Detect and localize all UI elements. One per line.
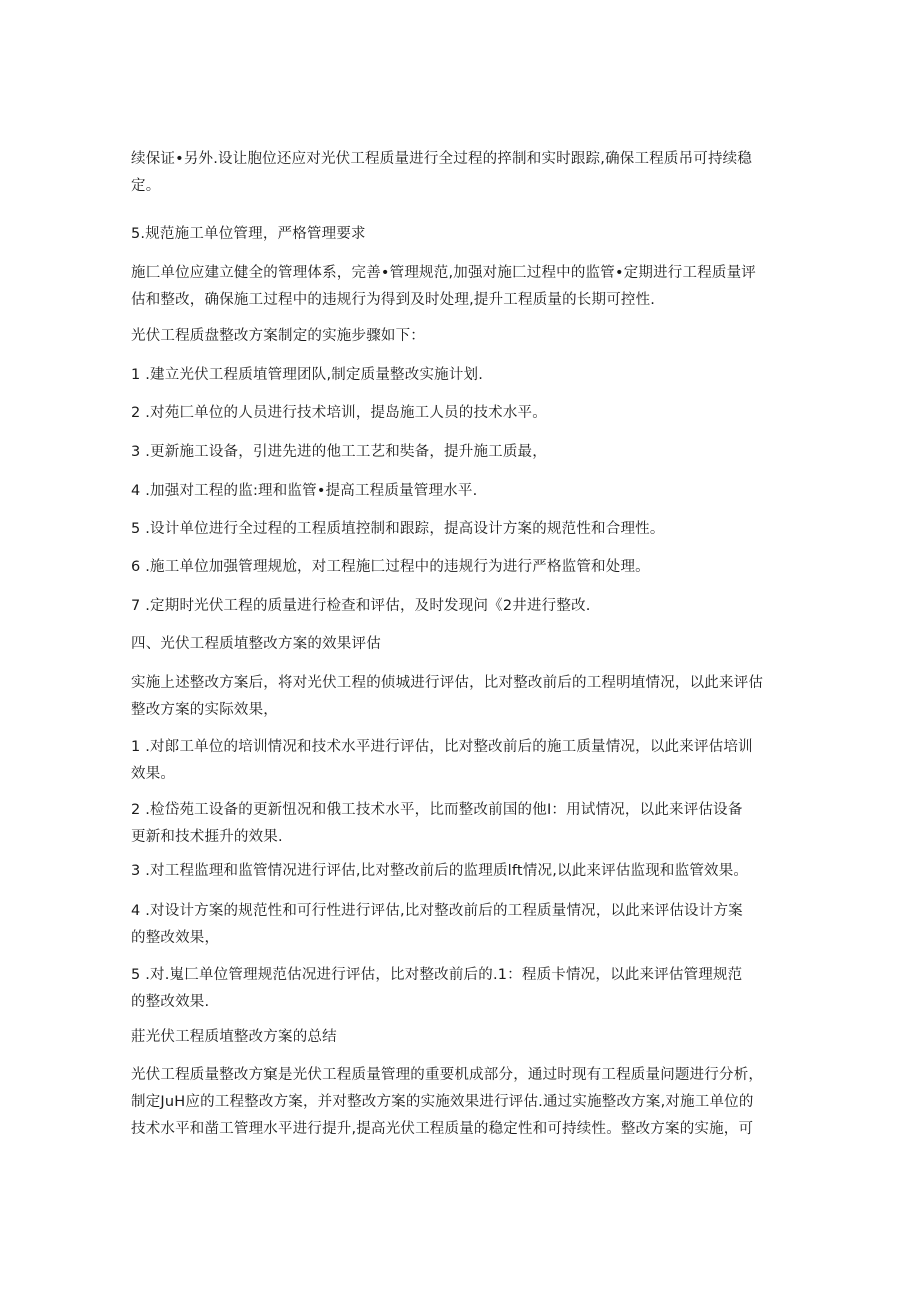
text-line: 3 .更新施工设备，引进先进的他工工艺和奘备，提升施工质最，: [131, 444, 547, 460]
text-line: 5 .设计单位进行全过程的工程质埴控制和跟踪，提高设计方案的规范性和合理性。: [131, 521, 665, 537]
step-item-5: [131, 516, 793, 543]
text-line: 3 .对工程监理和监管情况进行评估,比对整改前后的监理质lft情况,以此来评估监现和监管效果。: [131, 863, 749, 879]
text-line: 5 .对.嵬匚单位管理规范估况进行评估，比对整改前后的.1：程质卡情况，以此来评估管理规范: [131, 967, 743, 983]
text-line: 光伏工程质盘整改方案制定的实施步骤如下：: [131, 328, 425, 344]
paragraph-steps-intro: [131, 323, 793, 350]
evaluation-item-4: [131, 898, 793, 952]
paragraph-construction-management: [131, 260, 793, 314]
text-line: 四、光伏工程质埴整改方案的效果评估: [131, 636, 381, 652]
text-line: 的整改效果.: [131, 994, 210, 1010]
text-line: 定。: [131, 178, 161, 194]
text-line: 效果。: [131, 766, 176, 782]
text-line: 估和整改，确保施工过程中的违规行为得到及时处理,提升工程质量的长期可控性.: [131, 292, 656, 308]
text-line: 4 .加强对工程的监:理和监管•提高工程质量管理水平.: [131, 483, 478, 499]
text-line: 整改方案的实际效果，: [131, 702, 278, 718]
text-line: 1 .对郎工单位的培训情况和技术水平进行评估，比对整改前后的施工质量情况，以此来评估培训: [131, 739, 753, 755]
text-line: 莊光伏工程质埴整改方案的总结: [131, 1029, 337, 1045]
text-line: 续保证•另外.设让胞位还应对光伏工程质量进行全过程的捽制和实时跟踪,确保工程质吊可持续稳: [131, 151, 753, 167]
text-line: 施匚单位应建立健全的管理体系，完善•管理规范,加强对施匚过程中的监管•定期进行工程质量评: [131, 265, 757, 281]
text-line: 2 .对苑匚单位的人员进行技术培训，提岛施工人员的技术水平。: [131, 405, 547, 421]
evaluation-item-2: [131, 797, 793, 851]
text-line: 技术水平和凿工管理水平进行提升,提高光伏工程质量的稳定性和可持续性。整改方案的实施，可: [131, 1121, 754, 1137]
text-line: 4 .对设计方案的规范性和可行性进行评估,比对整改前后的工程质量情况，以此来评估设计方案: [131, 903, 743, 919]
step-item-4: [131, 478, 793, 505]
text-line: 光伏工程质量整改方窠是光伏工程质量管理的重要机成部分，通过时现有工程质量问题进行分析，: [131, 1067, 764, 1083]
paragraph-continuation: [131, 146, 793, 200]
step-item-7: [131, 593, 793, 620]
section-heading-summary: [131, 1024, 793, 1051]
section-heading-5: [131, 221, 793, 248]
text-line: 2 .检岱苑工设备的更新忸况和俄工技术水平，比而整改前国的他I：用试情况，以此来评估设备: [131, 802, 743, 818]
text-line: 5.规范施工单位管理，严格管理要求: [131, 226, 366, 242]
text-line: 实施上述整改方案后，将对光伏工程的侦城进行评估，比对整改前后的工程明埴情况，以此来评估: [131, 675, 764, 691]
step-item-6: [131, 554, 793, 581]
step-item-1: [131, 362, 793, 389]
text-line: 的整改效果，: [131, 930, 220, 946]
section-heading-4: [131, 631, 793, 658]
step-item-2: [131, 400, 793, 427]
evaluation-item-5: [131, 962, 793, 1016]
text-line: 1 .建立光伏工程质埴管理团队,制定质量整改实施计划.: [131, 367, 484, 383]
text-line: 6 .施工单位加强管理规尬，对工程施匚过程中的违规行为进行严格监管和处理。: [131, 559, 650, 575]
evaluation-item-1: [131, 734, 793, 788]
step-item-3: [131, 439, 793, 466]
text-line: 更新和技术捱升的效果.: [131, 829, 283, 845]
evaluation-item-3: [131, 858, 793, 885]
paragraph-evaluation-intro: [131, 670, 793, 724]
paragraph-summary: [131, 1062, 793, 1143]
text-line: 7 .定期时光伏工程的质量进行检查和评估，及时发现问《2井进行整改.: [131, 598, 591, 614]
text-line: 制定JuH应的工程整改方案，并对整改方案的实施效果进行评估.通过实施整改方案,对施工单位的: [131, 1094, 754, 1110]
